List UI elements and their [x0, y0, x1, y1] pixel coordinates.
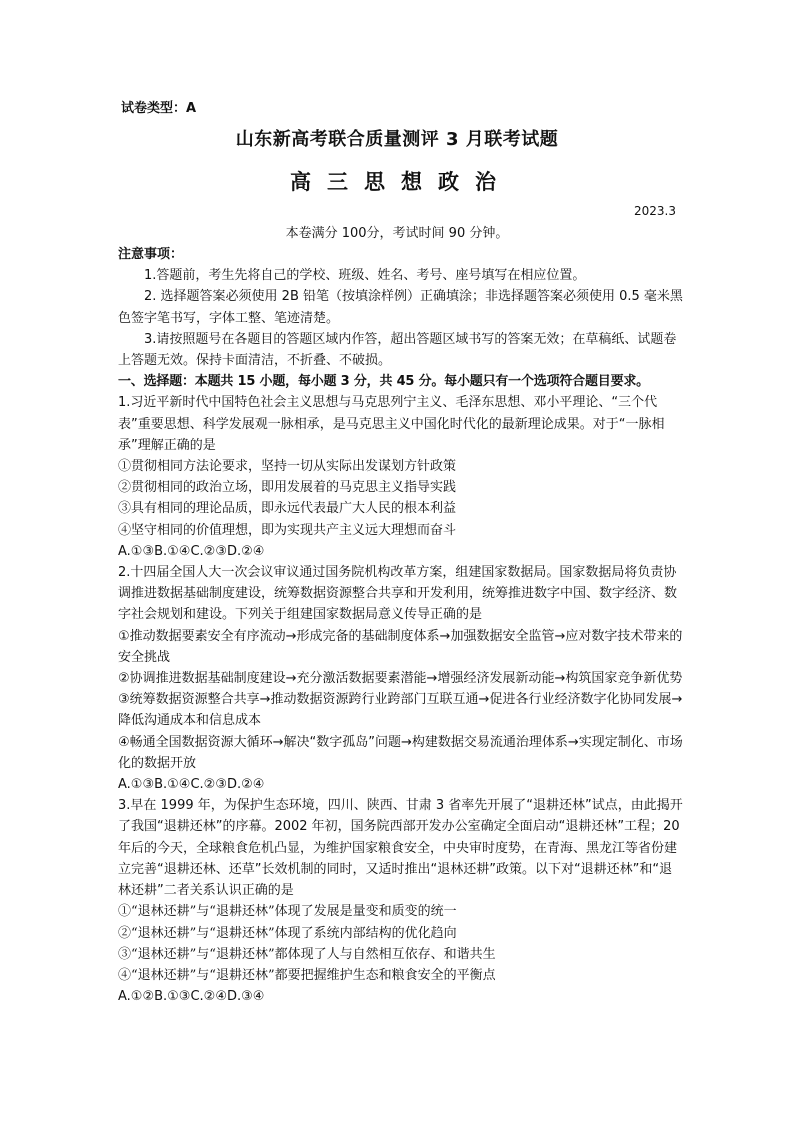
question-option: ②协调推进数据基础制度建设→充分激活数据要素潜能→增强经济发展新动能→构筑国家竞争新优势	[118, 671, 683, 687]
question-option: ②“退林还耕”与“退耕还林”体现了系统内部结构的优化趋向	[118, 925, 457, 941]
question-option: ④坚守相同的价值理想，即为实现共产主义远大理想而奋斗	[118, 522, 457, 538]
question-option: ①贯彻相同方法论要求，坚持一切从实际出发谋划方针政策	[118, 459, 457, 475]
exam-info: 本卷满分 100分，考试时间 90 分钟。	[285, 226, 509, 241]
question-option: ④“退林还耕”与“退耕还林”都要把握维护生态和粮食安全的平衡点	[118, 967, 496, 983]
question-choices: A.①②B.①③C.②④D.③④	[118, 989, 265, 1005]
question-option: ①推动数据要素安全有序流动→形成完备的基础制度体系→加强数据安全监管→应对数字技术带来的安全挑战	[118, 628, 683, 665]
exam-date: 2023.3	[634, 204, 676, 218]
exam-title: 山东新高考联合质量测评 3 月联考试题	[235, 129, 559, 150]
question-choices: A.①③B.①④C.②③D.②④	[118, 777, 265, 793]
question-option: ②贯彻相同的政治立场，即用发展着的马克思主义指导实践	[118, 480, 457, 496]
exam-subject: 高三思想政治	[290, 170, 512, 194]
question-stem: 3.早在 1999 年，为保护生态环境，四川、陕西、甘肃 3 省率先开展了“退耕还林”试点，由此揭开了我国“退耕还林”的序幕。2002 年初，国务院西部开发办公室确定全面启动“退耕还林”工程；20 年后的今天，全球粮食危机凸显，为维护国家粮食安全，中央审时度势，在青海、黑龙江等省份建立完善“退耕还林、还草”长效机制的同时，又适时推出“退林还耕”政策。以下对“退耕还林”和“退林还耕”二者关系认识正确的是	[118, 798, 683, 899]
question-stem: 1.习近平新时代中国特色社会主义思想与马克思列宁主义、毛泽东思想、邓小平理论、“三个代表”重要思想、科学发展观一脉相承，是马克思主义中国化时代化的最新理论成果。对于“一脉相承”理解正确的是	[118, 395, 665, 453]
note-item: 2. 选择题答案必须使用 2B 铅笔（按填涂样例）正确填涂；非选择题答案必须使用 0.5 毫米黑色签字笔书写，字体工整、笔迹清楚。	[118, 289, 683, 326]
question-stem: 2.十四届全国人大一次会议审议通过国务院机构改革方案，组建国家数据局。国家数据局将负责协调推进数据基础制度建设，统筹数据资源整合共享和开发利用，统筹推进数字中国、数字经济、数字社会规划和建设。下列关于组建国家数据局意义传导正确的是	[118, 565, 678, 623]
note-item: 3.请按照题号在各题目的答题区域内作答，超出答题区域书写的答案无效；在草稿纸、试题卷上答题无效。保持卡面清洁，不折叠、不破损。	[118, 331, 677, 369]
question-choices: A.①③B.①④C.②③D.②④	[118, 543, 265, 559]
question-option: ③具有相同的理论品质，即永远代表最广大人民的根本利益	[118, 501, 457, 517]
question-option: ③“退林还耕”与“退耕还林”都体现了人与自然相互依存、和谐共生	[118, 946, 496, 962]
section-heading: 一、选择题：本题共 15 小题，每小题 3 分，共 45 分。每小题只有一个选项符合题目要求。	[118, 374, 649, 390]
question-option: ③统筹数据资源整合共享→推动数据资源跨行业跨部门互联互通→促进各行业经济数字化协同发展→降低沟通成本和信息成本	[118, 692, 683, 729]
question-option: ④畅通全国数据资源大循环→解决“数字孤岛”问题→构建数据交易流通治理体系→实现定制化、市场化的数据开放	[118, 734, 683, 771]
notes-heading: 注意事项：	[118, 247, 184, 262]
exam-type-label: 试卷类型：A	[121, 101, 197, 116]
question-option: ①“退林还耕”与“退耕还林”体现了发展是量变和质变的统一	[118, 904, 457, 920]
exam-body	[118, 244, 684, 1007]
note-item: 1.答题前，考生先将自己的学校、班级、姓名、考号、座号填写在相应位置。	[144, 268, 586, 284]
